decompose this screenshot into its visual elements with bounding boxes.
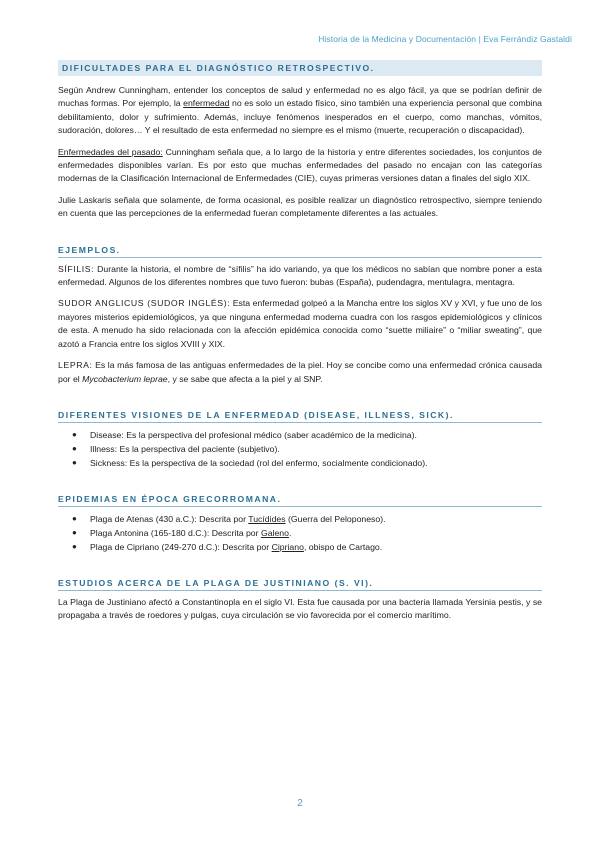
underlined-author: Tucídides — [248, 513, 286, 524]
underlined-term-enfermedades-pasado: Enfermedades del pasado: — [58, 146, 163, 157]
page-content — [58, 60, 542, 623]
text-span: , y se sabe que afecta a la piel y al SNP. — [167, 373, 323, 384]
paragraph-lepra — [58, 359, 542, 386]
list-item — [58, 456, 542, 470]
bullet-icon: ● — [72, 527, 77, 537]
italic-term-mycobacterium: Mycobacterium leprae — [82, 373, 168, 384]
section-title-dificultades: DIFICULTADES PARA EL DIAGNÓSTICO RETROSPECTIVO. — [58, 60, 542, 76]
list-item — [58, 512, 542, 526]
text-span: Durante la historia, el nombre de “sífilis” ha ido variando, ya que los médicos no sabían que nombre poner a esta enfermedad. Algunos de los diferentes nombres que tuvo fueron: bubas (España), pudendagra, mentulagra, mentagra. — [58, 263, 542, 288]
text-span: Cunningham señala que, a lo largo de la historia y entre diferentes sociedades, los conjuntos de enfermedades disponibles varían. Es por esto que muchas enfermedades del pasado no encajan con las categorías modernas de la Clasificación Internacional de Enfermedades (CIE), cuyas primeras versiones datan a finales del siglo XIX. — [58, 146, 542, 184]
paragraph-sifilis — [58, 263, 542, 290]
bullet-icon: ● — [72, 429, 77, 439]
term-label-sudor-anglicus: SUDOR ANGLICUS (SUDOR INGLÉS): — [58, 298, 231, 309]
page-number: 2 — [297, 798, 303, 809]
text-span: Plaga de Cipriano (249-270 d.C.): Descrita por — [90, 541, 272, 552]
paragraph-enfermedades-pasado — [58, 146, 542, 186]
section-title-epidemias: EPIDEMIAS EN ÉPOCA GRECORROMANA. — [58, 494, 542, 507]
bullet-icon: ● — [72, 541, 77, 551]
text-span: (Guerra del Peloponeso). — [285, 513, 386, 524]
text-span: Plaga Antonina (165-180 d.C.): Descrita por — [90, 527, 261, 538]
text-span: Es la más famosa de las antiguas enfermedades de la piel. Hoy se concibe como una enfermedad crónica causada por el — [58, 360, 542, 384]
bullet-icon: ● — [72, 443, 77, 453]
bullet-icon: ● — [72, 457, 77, 467]
list-item-text: Illness: Es la perspectiva del paciente (subjetivo). — [90, 443, 280, 454]
text-span: . — [288, 527, 292, 538]
list-item — [58, 428, 542, 442]
bullet-icon: ● — [72, 513, 77, 523]
underlined-author: Cipriano — [271, 541, 304, 552]
section-title-visiones: DIFERENTES VISIONES DE LA ENFERMEDAD (DISEASE, ILLNESS, SICK). — [58, 410, 542, 423]
term-label-sifilis: SÍFILIS: — [58, 263, 95, 274]
paragraph-laskaris: Julie Laskaris señala que solamente, de forma ocasional, es posible realizar un diagnóstico retrospectivo, siempre teniendo en cuenta que las percepciones de la enfermedad fueran completamente diferentes a las actuales. — [58, 194, 542, 219]
underlined-author: Galeno — [260, 527, 289, 538]
paragraph-sudor-anglicus — [58, 297, 542, 351]
list-visiones — [58, 428, 542, 470]
text-span: Esta enfermedad golpeó a la Mancha entre los siglos XV y XVI, y fue uno de los mayores misterios epidemiológicos, ya que ninguna enfermedad moderna cuadra con los rasgos epidemiológicos y clínicos de esta. A menudo ha sido relacionada con la afección epidémica conocida como “suette miliaire” o “miliar sweating”, que azotó a Francia entre los siglos XVIII y XIX. — [58, 298, 542, 349]
running-header: Historia de la Medicina y Documentación | Eva Ferrándiz Gastaldi — [318, 34, 572, 44]
underlined-term-enfermedad: enfermedad — [183, 98, 230, 109]
section-title-ejemplos: EJEMPLOS. — [58, 245, 542, 258]
text-span: , obispo de Cartago. — [303, 541, 383, 552]
text-span: Según Andrew Cunningham, entender los conceptos de salud y enfermedad no es algo fácil, ya que se podrían definir de muchas formas. Por ejemplo, la — [58, 85, 542, 109]
text-span: Plaga de Atenas (430 a.C.): Descrita por — [90, 513, 249, 524]
list-epidemias — [58, 512, 542, 554]
list-item — [58, 526, 542, 540]
paragraph-justiniano: La Plaga de Justiniano afectó a Constantinopla en el siglo VI. Esta fue causada por una bacteria llamada Yersinia pestis, y se propagaba a través de roedores y pulgas, cuya circulación se vio favorecida por el comercio marítimo. — [58, 596, 542, 621]
list-item — [58, 442, 542, 456]
paragraph-cunningham — [58, 84, 542, 138]
list-item-text: Disease: Es la perspectiva del profesional médico (saber académico de la medicina). — [90, 429, 417, 440]
list-item — [58, 540, 542, 554]
text-span: no es solo un estado físico, sino también una experiencia personal que combina debilitamiento, dolor y sufrimiento. Además, incluye fenómenos inesperados en el cuerpo, como manchas, vómitos, sudoración, dolores… Y el resultado de esta enfermedad no siempre es el mismo (muerte, recuperación o discapacidad). — [58, 98, 542, 136]
list-item-text: Sickness: Es la perspectiva de la sociedad (rol del enfermo, socialmente condicionado). — [90, 457, 428, 468]
section-title-justiniano: ESTUDIOS ACERCA DE LA PLAGA DE JUSTINIANO (S. VI). — [58, 578, 542, 591]
term-label-lepra: LEPRA: — [58, 360, 93, 371]
